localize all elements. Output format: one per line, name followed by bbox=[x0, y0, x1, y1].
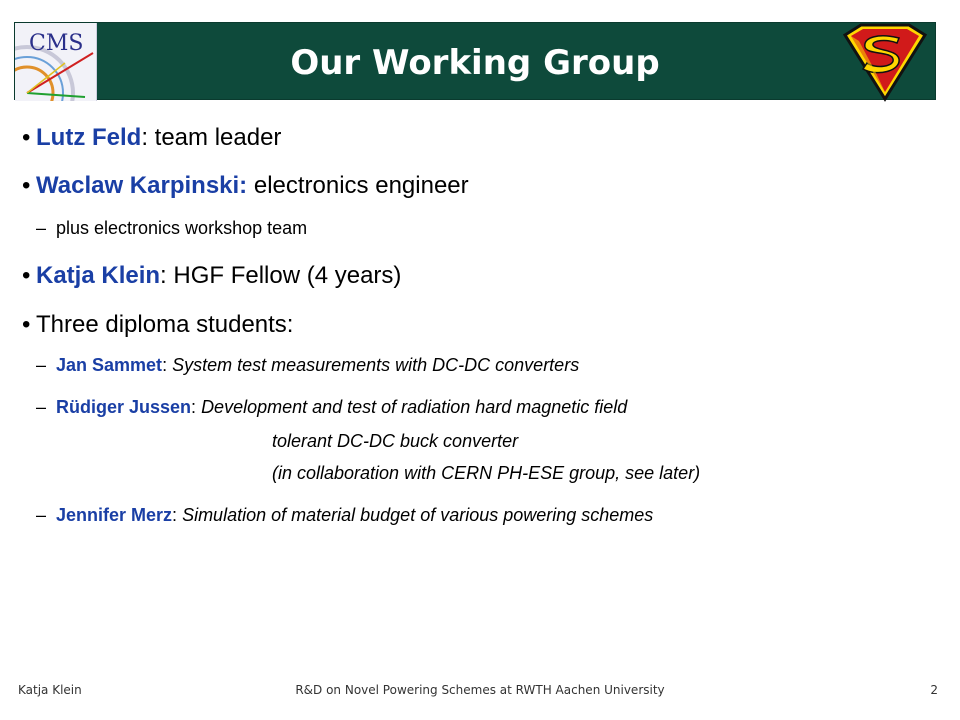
rudiger-desc-line2: tolerant DC-DC buck converter bbox=[272, 431, 519, 451]
workshop-text: plus electronics workshop team bbox=[56, 218, 308, 238]
katja-role: : HGF Fellow (4 years) bbox=[160, 262, 402, 289]
page-title: Our Working Group bbox=[290, 43, 660, 83]
students-text: Three diploma students: bbox=[36, 311, 294, 338]
jan-sep: : bbox=[162, 355, 173, 375]
list-item-katja: • Katja Klein: HGF Fellow (4 years) bbox=[22, 262, 402, 289]
jennifer-desc: Simulation of material budget of various powering schemes bbox=[182, 505, 654, 525]
jan-name: Jan Sammet bbox=[56, 355, 163, 375]
list-subitem-jennifer: – Jennifer Merz: Simulation of material budget of various powering schemes bbox=[36, 505, 654, 525]
rudiger-name: Rüdiger Jussen bbox=[56, 397, 192, 417]
footer-page-number: 2 bbox=[930, 683, 938, 697]
rudiger-desc-line3: (in collaboration with CERN PH-ESE group, see later) bbox=[272, 463, 701, 483]
rudiger-sep: : bbox=[191, 397, 202, 417]
jan-desc: System test measurements with DC-DC converters bbox=[172, 355, 580, 375]
waclaw-role: electronics engineer bbox=[247, 172, 469, 199]
list-item-students: • Three diploma students: bbox=[22, 311, 294, 338]
list-item-waclaw: • Waclaw Karpinski: electronics engineer bbox=[22, 172, 469, 199]
superman-shield-icon bbox=[839, 21, 931, 103]
list-item-lutz: • Lutz Feld: team leader bbox=[22, 124, 282, 151]
list-subitem-rudiger: – Rüdiger Jussen: Development and test of radiation hard magnetic field bbox=[36, 397, 628, 417]
lutz-name: Lutz Feld bbox=[36, 124, 142, 151]
cms-logo-text: CMS bbox=[29, 31, 84, 56]
katja-name: Katja Klein bbox=[36, 262, 161, 289]
jennifer-sep: : bbox=[172, 505, 183, 525]
list-subitem-jan: – Jan Sammet: System test measurements with DC-DC converters bbox=[36, 355, 580, 375]
rudiger-desc1: Development and test of radiation hard magnetic field bbox=[201, 397, 628, 417]
footer-author: Katja Klein bbox=[18, 683, 82, 697]
jennifer-name: Jennifer Merz bbox=[56, 505, 173, 525]
footer-title: R&D on Novel Powering Schemes at RWTH Aachen University bbox=[295, 683, 665, 697]
list-subitem-workshop: – plus electronics workshop team bbox=[36, 218, 308, 238]
waclaw-name: Waclaw Karpinski: bbox=[36, 172, 248, 199]
slide-header bbox=[14, 22, 936, 100]
lutz-role: : team leader bbox=[141, 124, 282, 151]
